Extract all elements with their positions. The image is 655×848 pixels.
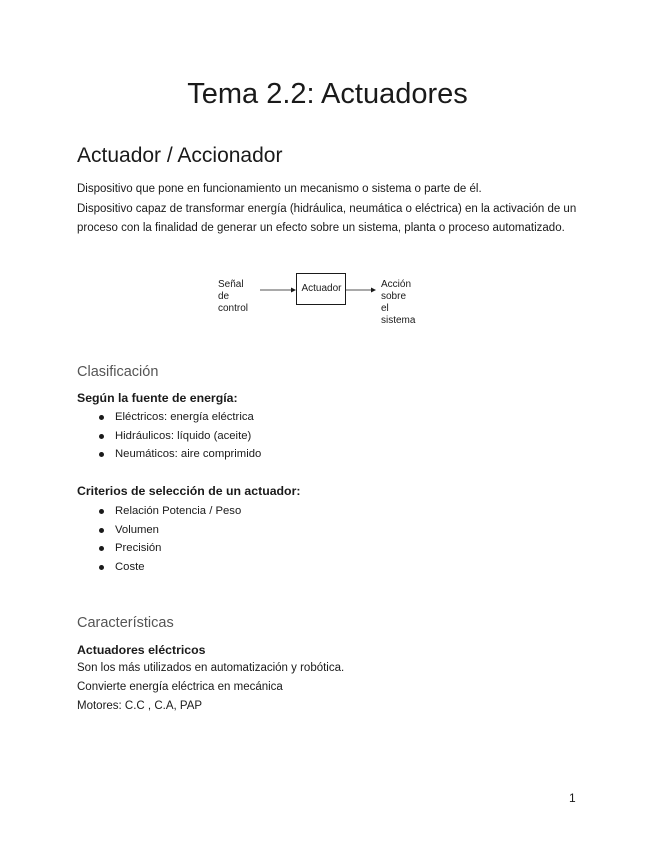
selection-criteria-title: Criterios de selección de un actuador: — [77, 484, 301, 498]
diagram-output-label — [381, 279, 415, 327]
page-title: Tema 2.2: Actuadores — [187, 78, 468, 110]
energy-source-title: Según la fuente de energía: — [77, 391, 238, 405]
electric-line-2: Convierte energía eléctrica en mecánica — [77, 681, 283, 693]
output-arrow-head — [371, 288, 376, 293]
section-heading-clasificacion: Clasificación — [77, 364, 159, 380]
electric-line-3: Motores: C.C , C.A, PAP — [77, 700, 203, 712]
diagram-output-line1: Acción sobre — [381, 279, 412, 302]
list-item: Precisión — [77, 539, 241, 558]
section-heading-actuador: Actuador / Accionador — [77, 144, 283, 167]
list-item: Coste — [77, 558, 241, 577]
list-item: Neumáticos: aire comprimido — [77, 445, 261, 464]
definition-paragraph-2: Dispositivo capaz de transformar energía (hidráulica, neumática o eléctrica) en la activación de un proceso con la finalidad de generar un efecto sobre un sistema, planta o proceso automatizado. — [77, 203, 577, 234]
diagram-output-line2: el sistema — [381, 303, 416, 326]
input-arrow-head — [291, 288, 296, 293]
electric-actuators-title: Actuadores eléctricos — [77, 643, 206, 657]
list-item: Relación Potencia / Peso — [77, 502, 241, 521]
energy-source-list — [77, 408, 261, 464]
list-item: Volumen — [77, 521, 241, 540]
electric-line-1: Son los más utilizados en automatización y robótica. — [77, 662, 345, 674]
list-item: Hidráulicos: líquido (aceite) — [77, 427, 261, 446]
page-number: 1 — [569, 791, 576, 805]
diagram-block-label: Actuador — [301, 283, 342, 294]
diagram-input-line1: Señal — [218, 279, 244, 290]
section-heading-caracteristicas: Características — [77, 615, 174, 631]
selection-criteria-list — [77, 502, 241, 576]
definition-paragraph-1: Dispositivo que pone en funcionamiento un mecanismo o sistema o parte de él. — [77, 183, 482, 195]
list-item: Eléctricos: energía eléctrica — [77, 408, 261, 427]
diagram-input-line2: de control — [218, 291, 249, 314]
